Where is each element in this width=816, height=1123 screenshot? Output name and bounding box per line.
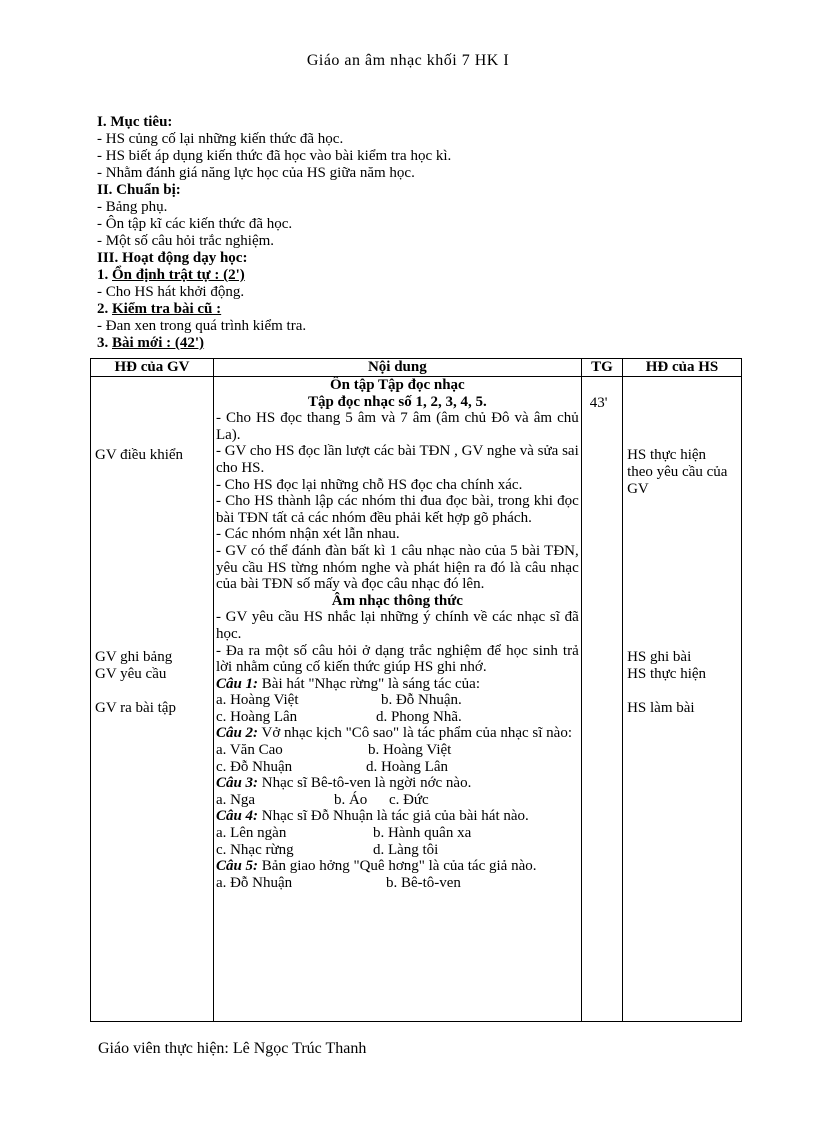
header-hs: HĐ của HS bbox=[623, 359, 742, 377]
answer-option: c. Hoàng Lân bbox=[215, 708, 298, 725]
answer-option: a. Văn Cao bbox=[215, 742, 283, 759]
answer-option: b. Hoàng Việt bbox=[367, 742, 452, 759]
hs-note: HS thực hiện bbox=[627, 666, 707, 682]
noi-dung-cell bbox=[213, 377, 581, 1022]
gv-note: GV yêu cầu bbox=[95, 666, 167, 682]
content-item: - Cho HS thành lập các nhóm thi đua đọc bài, trong khi đọc bài TĐN tất cả các nhóm đều phải kết hợp gõ phách. bbox=[215, 493, 579, 526]
hs-note: HS thực hiện theo yêu cầu của GV bbox=[627, 447, 728, 497]
table-header-row bbox=[91, 359, 742, 377]
answer-option: c. Đức bbox=[388, 791, 429, 808]
question-label: Câu 3: bbox=[215, 775, 259, 792]
section-title: Âm nhạc thông thức bbox=[331, 592, 463, 609]
heading-hoat-dong: III. Hoạt động dạy học: bbox=[97, 250, 248, 266]
header-tg: TG bbox=[581, 359, 622, 377]
answer-option: c. Nhạc rừng bbox=[215, 841, 294, 858]
answer-row bbox=[216, 759, 579, 776]
heading-chuan-bi: II. Chuẩn bị: bbox=[97, 182, 181, 198]
chuan-bi-item: - Ôn tập kĩ các kiến thức đã học. bbox=[97, 216, 293, 232]
content-item: - Cho HS đọc lại những chỗ HS đọc cha chính xác. bbox=[215, 476, 523, 493]
content-item: - GV cho HS đọc lần lượt các bài TĐN , GV nghe và sửa sai cho HS. bbox=[215, 443, 579, 476]
answer-row bbox=[216, 742, 579, 759]
header-gv: HĐ của GV bbox=[91, 359, 214, 377]
answer-option: a. Đỗ Nhuận bbox=[215, 874, 293, 891]
question bbox=[216, 808, 579, 825]
answer-row bbox=[216, 792, 579, 809]
answer-option: c. Đỗ Nhuận bbox=[215, 758, 293, 775]
table-row bbox=[91, 377, 742, 1022]
heading-kiem-tra bbox=[97, 301, 747, 318]
muc-tieu-item: - Nhằm đánh giá năng lực học của HS giữa năm học. bbox=[97, 165, 415, 181]
section-number: 1. bbox=[97, 267, 109, 283]
answer-option: d. Làng tôi bbox=[372, 841, 439, 858]
section-label: Kiểm tra bài cũ : bbox=[112, 301, 222, 317]
gv-note: GV ghi bảng bbox=[95, 649, 173, 665]
answer-row bbox=[216, 825, 579, 842]
answer-option: a. Lên ngàn bbox=[215, 825, 287, 842]
heading-bai-moi bbox=[97, 335, 747, 352]
muc-tieu-item: - HS biết áp dụng kiến thức đã học vào bài kiểm tra học kì. bbox=[97, 148, 452, 164]
tg-cell bbox=[581, 377, 622, 1022]
on-dinh-item: - Cho HS hát khởi động. bbox=[97, 284, 245, 300]
hs-note: HS làm bài bbox=[627, 700, 695, 716]
answer-option: b. Áo bbox=[333, 791, 368, 808]
lesson-intro bbox=[97, 114, 747, 352]
teacher-signature: Giáo viên thực hiện: Lê Ngọc Trúc Thanh bbox=[98, 1040, 367, 1057]
answer-option: d. Phong Nhã. bbox=[375, 708, 462, 725]
heading-muc-tieu: I. Mục tiêu: bbox=[97, 114, 173, 130]
question-label: Câu 1: bbox=[215, 675, 259, 692]
content-item: - Cho HS đọc thang 5 âm và 7 âm (âm chủ Đô và âm chủ La). bbox=[215, 410, 579, 443]
page-title: Giáo an âm nhạc khối 7 HK I bbox=[306, 52, 510, 69]
question-text: Vở nhạc kịch "Cô sao" là tác phẩm của nhạc sĩ nào: bbox=[258, 725, 573, 742]
section-label: Ổn định trật tự : (2') bbox=[112, 267, 245, 283]
question-text: Nhạc sĩ Đỗ Nhuận là tác giả của bài hát nào. bbox=[258, 808, 529, 825]
lesson-table bbox=[90, 358, 742, 1022]
chuan-bi-item: - Một số câu hỏi trắc nghiệm. bbox=[97, 233, 275, 249]
question bbox=[216, 676, 579, 693]
question bbox=[216, 725, 579, 742]
question-text: Bài hát "Nhạc rừng" là sáng tác của: bbox=[258, 675, 480, 692]
chuan-bi-item: - Bảng phụ. bbox=[97, 199, 168, 215]
hs-note: HS ghi bài bbox=[627, 649, 692, 665]
content-item: - GV yêu cầu HS nhắc lại những ý chính về các nhạc sĩ đã học. bbox=[215, 609, 579, 642]
header-noi-dung: Nội dung bbox=[213, 359, 581, 377]
section-subtitle: Tập đọc nhạc số 1, 2, 3, 4, 5. bbox=[307, 393, 487, 410]
heading-on-dinh bbox=[97, 267, 747, 284]
section-number: 3. bbox=[97, 335, 109, 351]
question bbox=[216, 775, 579, 792]
section-label: Bài mới : (42') bbox=[112, 335, 205, 351]
section-title: Ôn tập Tập đọc nhạc bbox=[329, 377, 465, 393]
content-item: - Đa ra một số câu hỏi ở dạng trắc nghiệm để học sinh trả lời nhằm củng cố kiến thức giúp HS ghi nhớ. bbox=[215, 642, 579, 676]
content-item: - Các nhóm nhận xét lẫn nhau. bbox=[215, 526, 400, 543]
question-label: Câu 4: bbox=[215, 808, 259, 825]
content-item: - GV có thể đánh đàn bất kì 1 câu nhạc nào của 5 bài TĐN, yêu cầu HS từng nhóm nghe và phát hiện ra đó là câu nhạc của bài TĐN số mấy và đọc câu nhạc đó lên. bbox=[215, 542, 579, 593]
answer-option: b. Bê-tô-ven bbox=[385, 874, 461, 891]
kiem-tra-item: - Đan xen trong quá trình kiểm tra. bbox=[97, 318, 307, 334]
answer-row bbox=[216, 875, 579, 892]
answer-row bbox=[216, 692, 579, 709]
question-label: Câu 5: bbox=[215, 858, 259, 875]
gv-cell bbox=[91, 377, 214, 1022]
answer-row bbox=[216, 842, 579, 859]
answer-option: b. Hành quân xa bbox=[372, 825, 472, 842]
answer-option: b. Đỗ Nhuận. bbox=[380, 692, 462, 709]
answer-row bbox=[216, 709, 579, 726]
muc-tieu-item: - HS củng cố lại những kiến thức đã học. bbox=[97, 131, 344, 147]
gv-note: GV điều khiển bbox=[95, 447, 184, 463]
time-value: 43' bbox=[589, 395, 608, 411]
question bbox=[216, 858, 579, 875]
answer-option: a. Hoàng Việt bbox=[215, 692, 299, 709]
answer-option: d. Hoàng Lân bbox=[365, 758, 448, 775]
question-text: Bản giao hởng "Quê hơng" là của tác giả nào. bbox=[258, 858, 537, 875]
question-label: Câu 2: bbox=[215, 725, 259, 742]
question-text: Nhạc sĩ Bê-tô-ven là ngời nớc nào. bbox=[258, 775, 472, 792]
hs-cell bbox=[623, 377, 742, 1022]
answer-option: a. Nga bbox=[215, 791, 256, 808]
gv-note: GV ra bài tập bbox=[95, 700, 176, 716]
section-number: 2. bbox=[97, 301, 109, 317]
